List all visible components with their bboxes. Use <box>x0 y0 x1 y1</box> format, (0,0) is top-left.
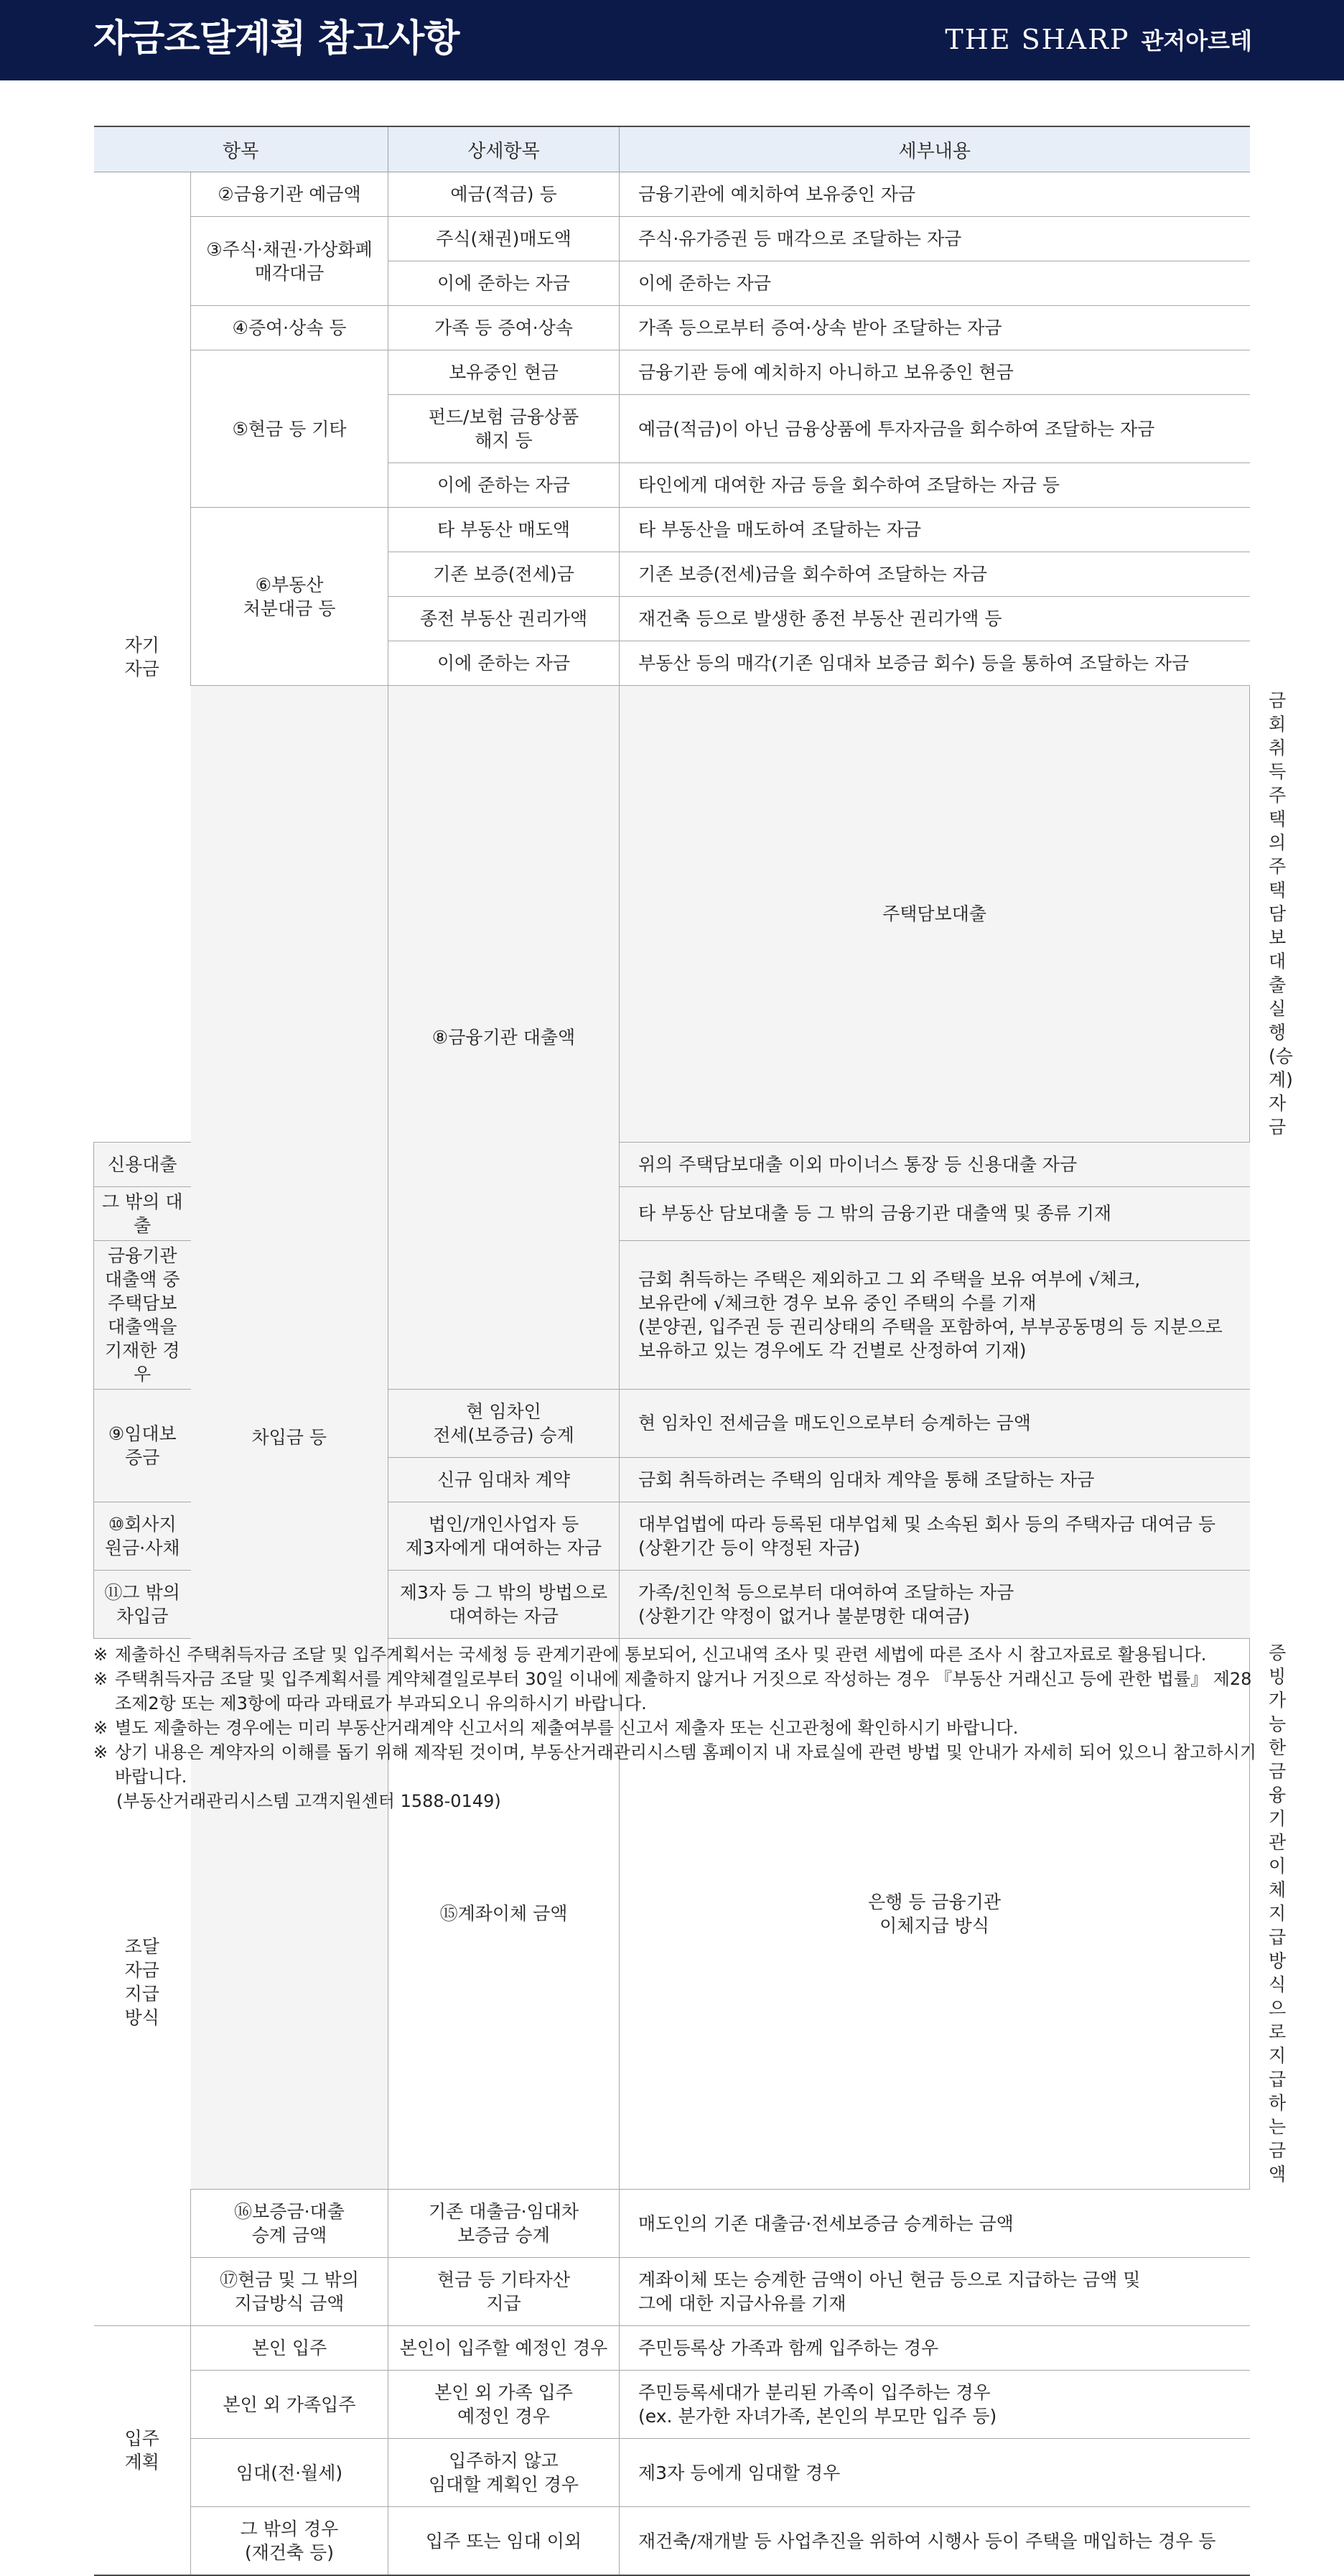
detail-cell: 가족 등으로부터 증여·상속 받아 조달하는 자금 <box>620 306 1250 350</box>
reference-mark: ※ <box>93 1645 108 1665</box>
item-cell: 그 밖의 경우 (재건축 등) <box>191 2507 388 2576</box>
sub-item-cell: 금융기관 대출액 중 주택담보대출액을 기재한 경우 <box>94 1240 191 1389</box>
table-row <box>94 2258 1250 2326</box>
item-cell: ⑤현금 등 기타 <box>191 350 388 508</box>
sub-item-cell: 펀드/보험 금융상품 해지 등 <box>388 395 620 463</box>
sub-item-cell: 종전 부동산 권리가액 <box>388 597 620 641</box>
detail-cell: 타 부동산을 매도하여 조달하는 자금 <box>620 508 1250 552</box>
detail-cell: 제3자 등에게 임대할 경우 <box>620 2439 1250 2507</box>
reference-mark: ※ <box>93 1742 108 1762</box>
table-row <box>94 508 1250 552</box>
sub-item-cell: 신용대출 <box>94 1142 191 1186</box>
header-item: 항목 <box>94 126 388 172</box>
sub-item-cell: 보유중인 현금 <box>388 350 620 395</box>
item-cell: ⑥부동산 처분대금 등 <box>191 508 388 686</box>
detail-cell: 주민등록상 가족과 함께 입주하는 경우 <box>620 2326 1250 2371</box>
brand-name-ko: 관저아르테 <box>1141 27 1252 55</box>
sub-item-cell: 예금(적금) 등 <box>388 172 620 217</box>
item-cell: 본인 외 가족입주 <box>191 2371 388 2439</box>
table-row <box>94 2439 1250 2507</box>
sub-item-cell: 주식(채권)매도액 <box>388 217 620 261</box>
detail-cell: 주식·유가증권 등 매각으로 조달하는 자금 <box>620 217 1250 261</box>
detail-cell: 매도인의 기존 대출금·전세보증금 승계하는 금액 <box>620 2190 1250 2258</box>
category-self-funds: 자기 자금 <box>94 172 191 1143</box>
sub-item-cell: 본인 외 가족 입주 예정인 경우 <box>388 2371 620 2439</box>
footnote-text: 상기 내용은 계약자의 이해를 돕기 위해 제작된 것이며, 부동산거래관리시스템 홈페이지 내 자료실에 관련 방법 및 안내가 자세히 되어 있으니 참고하시기 바랍니다. <box>115 1742 1256 1787</box>
table-row: 조달 자금 지급 방식 ⑮계좌이체 금액 은행 등 금융기관 이체지급 방식 증빙가능한 금융기관 이체지급 방식으로 지급하는 금액 <box>94 1638 1250 2190</box>
header-detail: 세부내용 <box>620 126 1250 172</box>
funding-plan-table-container <box>93 126 1293 2576</box>
table-header-row <box>94 126 1250 172</box>
sub-item-cell: 입주하지 않고 임대할 계획인 경우 <box>388 2439 620 2507</box>
detail-cell: 타인에게 대여한 자금 등을 회수하여 조달하는 자금 등 <box>620 463 1250 508</box>
sub-item-cell: 기존 대출금·임대차 보증금 승계 <box>388 2190 620 2258</box>
detail-cell: 타 부동산 담보대출 등 그 밖의 금융기관 대출액 및 종류 기재 <box>620 1186 1250 1240</box>
detail-cell: 예금(적금)이 아닌 금융상품에 투자자금을 회수하여 조달하는 자금 <box>620 395 1250 463</box>
table-row <box>94 217 1250 261</box>
sub-item-cell: 현금 등 기타자산 지급 <box>388 2258 620 2326</box>
category-move-in-plan: 입주 계획 <box>94 2326 191 2576</box>
detail-cell: 재건축 등으로 발생한 종전 부동산 권리가액 등 <box>620 597 1250 641</box>
item-cell: ⑪그 밖의 차입금 <box>94 1570 191 1638</box>
sub-item-cell: 가족 등 증여·상속 <box>388 306 620 350</box>
detail-cell: 금융기관 등에 예치하지 아니하고 보유중인 현금 <box>620 350 1250 395</box>
sub-item-cell: 타 부동산 매도액 <box>388 508 620 552</box>
sub-item-cell: 이에 준하는 자금 <box>388 261 620 306</box>
page-title: 자금조달계획 참고사항 <box>93 17 459 60</box>
brand-logo <box>945 22 1252 63</box>
item-cell: ⑧금융기관 대출액 <box>388 686 620 1390</box>
sub-item-cell: 입주 또는 임대 이외 <box>388 2507 620 2576</box>
detail-cell: 주민등록세대가 분리된 가족이 입주하는 경우 (ex. 분가한 자녀가족, 본인의 부모만 입주 등) <box>620 2371 1250 2439</box>
table-row <box>94 2371 1250 2439</box>
table-row <box>94 172 1250 217</box>
item-cell: ⑯보증금·대출 승계 금액 <box>191 2190 388 2258</box>
table-row <box>94 2507 1250 2576</box>
table-row: 차입금 등 ⑧금융기관 대출액 주택담보대출 금회 취득 주택의 주택담보대출 실행(승계) 자금 <box>94 686 1250 1143</box>
reference-mark: ※ <box>93 1718 108 1738</box>
sub-item-cell: 주택담보대출 <box>620 686 1250 1143</box>
item-cell: 임대(전·월세) <box>191 2439 388 2507</box>
sub-item-cell: 그 밖의 대출 <box>94 1186 191 1240</box>
detail-cell: 금회 취득하려는 주택의 임대차 계약을 통해 조달하는 자금 <box>620 1457 1250 1502</box>
footnote-text: 주택취득자금 조달 및 입주계획서를 계약체결일로부터 30일 이내에 제출하지 않거나 거짓으로 작성하는 경우 『부동산 거래신고 등에 관한 법률』 제28조제2항 또는 제3항에 따라 과태료가 부과되오니 유의하시기 바랍니다. <box>115 1669 1252 1714</box>
item-cell: ②금융기관 예금액 <box>191 172 388 217</box>
support-center-contact: (부동산거래관리시스템 고객지원센터 1588-0149) <box>116 1791 501 1811</box>
detail-cell: 금회 취득하는 주택은 제외하고 그 외 주택을 보유 여부에 √체크, 보유란에 √체크한 경우 보유 중인 주택의 수를 기재 (분양권, 입주권 등 권리상태의 주택을 포함하여, 부부공동명의 등 지분으로 보유하고 있는 경우에도 각 건별로 산정하여 기재) <box>620 1240 1250 1389</box>
funding-plan-table <box>93 126 1293 2576</box>
item-cell: ③주식·채권·가상화폐 매각대금 <box>191 217 388 306</box>
item-cell: ④증여·상속 등 <box>191 306 388 350</box>
table-row <box>94 306 1250 350</box>
table-row <box>94 2190 1250 2258</box>
item-cell: ⑨임대보증금 <box>94 1389 191 1502</box>
footnotes <box>93 1642 1264 1813</box>
sub-item-cell: 법인/개인사업자 등 제3자에게 대여하는 자금 <box>388 1502 620 1570</box>
detail-cell: 부동산 등의 매각(기존 임대차 보증금 회수) 등을 통하여 조달하는 자금 <box>620 641 1250 686</box>
table-row <box>94 350 1250 395</box>
detail-cell: 현 임차인 전세금을 매도인으로부터 승계하는 금액 <box>620 1389 1250 1457</box>
sub-item-cell: 이에 준하는 자금 <box>388 641 620 686</box>
footnote <box>93 1740 1264 1789</box>
sub-item-cell: 이에 준하는 자금 <box>388 463 620 508</box>
footnote-text: 별도 제출하는 경우에는 미리 부동산거래계약 신고서의 제출여부를 신고서 제출자 또는 신고관청에 확인하시기 바랍니다. <box>115 1718 1019 1738</box>
sub-item-cell: 신규 임대차 계약 <box>388 1457 620 1502</box>
item-cell: ⑮계좌이체 금액 <box>388 1638 620 2190</box>
item-cell: ⑩회사지원금·사채 <box>94 1502 191 1570</box>
detail-cell: 가족/친인척 등으로부터 대여하여 조달하는 자금 (상환기간 약정이 없거나 불분명한 대여금) <box>620 1570 1250 1638</box>
header-sub-item: 상세항목 <box>388 126 620 172</box>
footnote <box>93 1667 1264 1716</box>
sub-item-cell: 본인이 입주할 예정인 경우 <box>388 2326 620 2371</box>
item-cell: ⑰현금 및 그 밖의 지급방식 금액 <box>191 2258 388 2326</box>
detail-cell: 대부업법에 따라 등록된 대부업체 및 소속된 회사 등의 주택자금 대여금 등 (상환기간 등이 약정된 자금) <box>620 1502 1250 1570</box>
footnote <box>93 1642 1264 1667</box>
page-header <box>0 0 1344 80</box>
detail-cell: 재건축/재개발 등 사업추진을 위하여 시행사 등이 주택을 매입하는 경우 등 <box>620 2507 1250 2576</box>
table-row <box>94 2326 1250 2371</box>
sub-item-cell: 현 임차인 전세(보증금) 승계 <box>388 1389 620 1457</box>
item-cell: 본인 입주 <box>191 2326 388 2371</box>
reference-mark: ※ <box>93 1669 108 1689</box>
footnote <box>93 1716 1264 1740</box>
detail-cell: 계좌이체 또는 승계한 금액이 아닌 현금 등으로 지급하는 금액 및 그에 대한 지급사유를 기재 <box>620 2258 1250 2326</box>
sub-item-cell: 기존 보증(전세)금 <box>388 552 620 597</box>
sub-item-cell: 은행 등 금융기관 이체지급 방식 <box>620 1638 1250 2190</box>
detail-cell: 기존 보증(전세)금을 회수하여 조달하는 자금 <box>620 552 1250 597</box>
category-borrowings: 차입금 등 <box>191 686 388 2190</box>
brand-name-en: THE SHARP <box>945 24 1130 55</box>
detail-cell: 위의 주택담보대출 이외 마이너스 통장 등 신용대출 자금 <box>620 1142 1250 1186</box>
detail-cell: 이에 준하는 자금 <box>620 261 1250 306</box>
footnote-text: 제출하신 주택취득자금 조달 및 입주계획서는 국세청 등 관계기관에 통보되어, 신고내역 조사 및 관련 세법에 따른 조사 시 참고자료로 활용됩니다. <box>115 1645 1207 1665</box>
detail-cell: 금융기관에 예치하여 보유중인 자금 <box>620 172 1250 217</box>
category-payment-method: 조달 자금 지급 방식 <box>94 1638 191 2326</box>
sub-item-cell: 제3자 등 그 밖의 방법으로 대여하는 자금 <box>388 1570 620 1638</box>
